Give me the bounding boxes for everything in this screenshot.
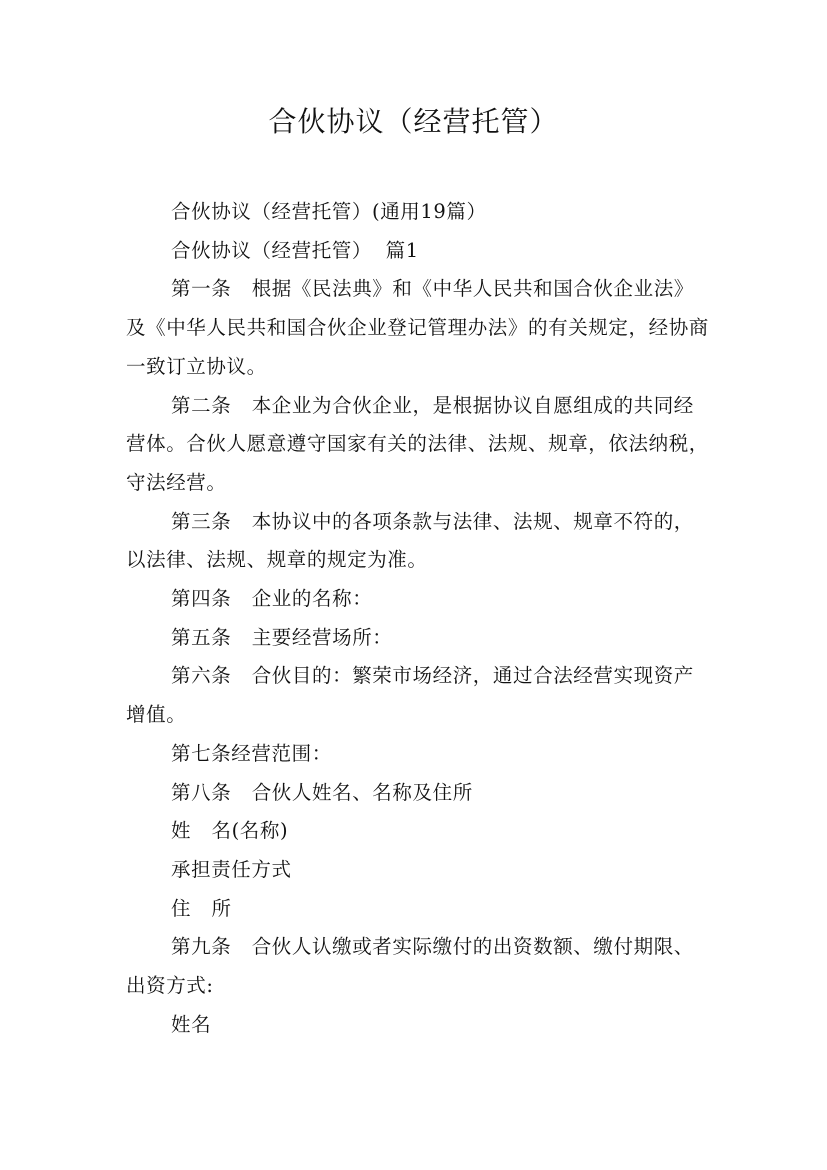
paragraph-article-2: 第二条 本企业为合伙企业，是根据协议自愿组成的共同经营体。合伙人愿意遵守国家有关的法律、法规、规章，依法纳税，守法经营。	[126, 393, 709, 494]
paragraph-field-address: 住 所	[171, 896, 232, 920]
paragraph-article-8: 第八条 合伙人姓名、名称及住所	[171, 780, 473, 804]
paragraph-subtitle: 合伙协议（经营托管）(通用19篇）	[171, 200, 487, 223]
paragraph-article-6: 第六条 合伙目的：繁荣市场经济，通过合法经营实现资产增值。	[126, 664, 694, 727]
paragraph-field-liability: 承担责任方式	[171, 857, 292, 881]
paragraph-field-name-2: 姓名	[171, 1012, 212, 1036]
paragraph-article-5: 第五条 主要经营场所：	[171, 625, 393, 649]
paragraph-article-3: 第三条 本协议中的各项条款与法律、法规、规章不符的，以法律、法规、规章的规定为准。	[126, 509, 694, 572]
paragraph-field-name: 姓 名(名称)	[171, 819, 289, 843]
paragraph-article-4: 第四条 企业的名称：	[171, 587, 373, 611]
paragraph-article-1: 第一条 根据《民法典》和《中华人民共和国合伙企业法》及《中华人民共和国合伙企业登记管理办法》的有关规定，经协商一致订立协议。	[126, 277, 709, 378]
paragraph-article-7: 第七条经营范围：	[171, 741, 332, 765]
document-title: 合伙协议（经营托管）	[268, 105, 559, 138]
document-body	[126, 193, 710, 1044]
paragraph-section-heading: 合伙协议（经营托管） 篇1	[171, 238, 419, 262]
paragraph-article-9: 第九条 合伙人认缴或者实际缴付的出资数额、缴付期限、出资方式:	[126, 935, 694, 998]
